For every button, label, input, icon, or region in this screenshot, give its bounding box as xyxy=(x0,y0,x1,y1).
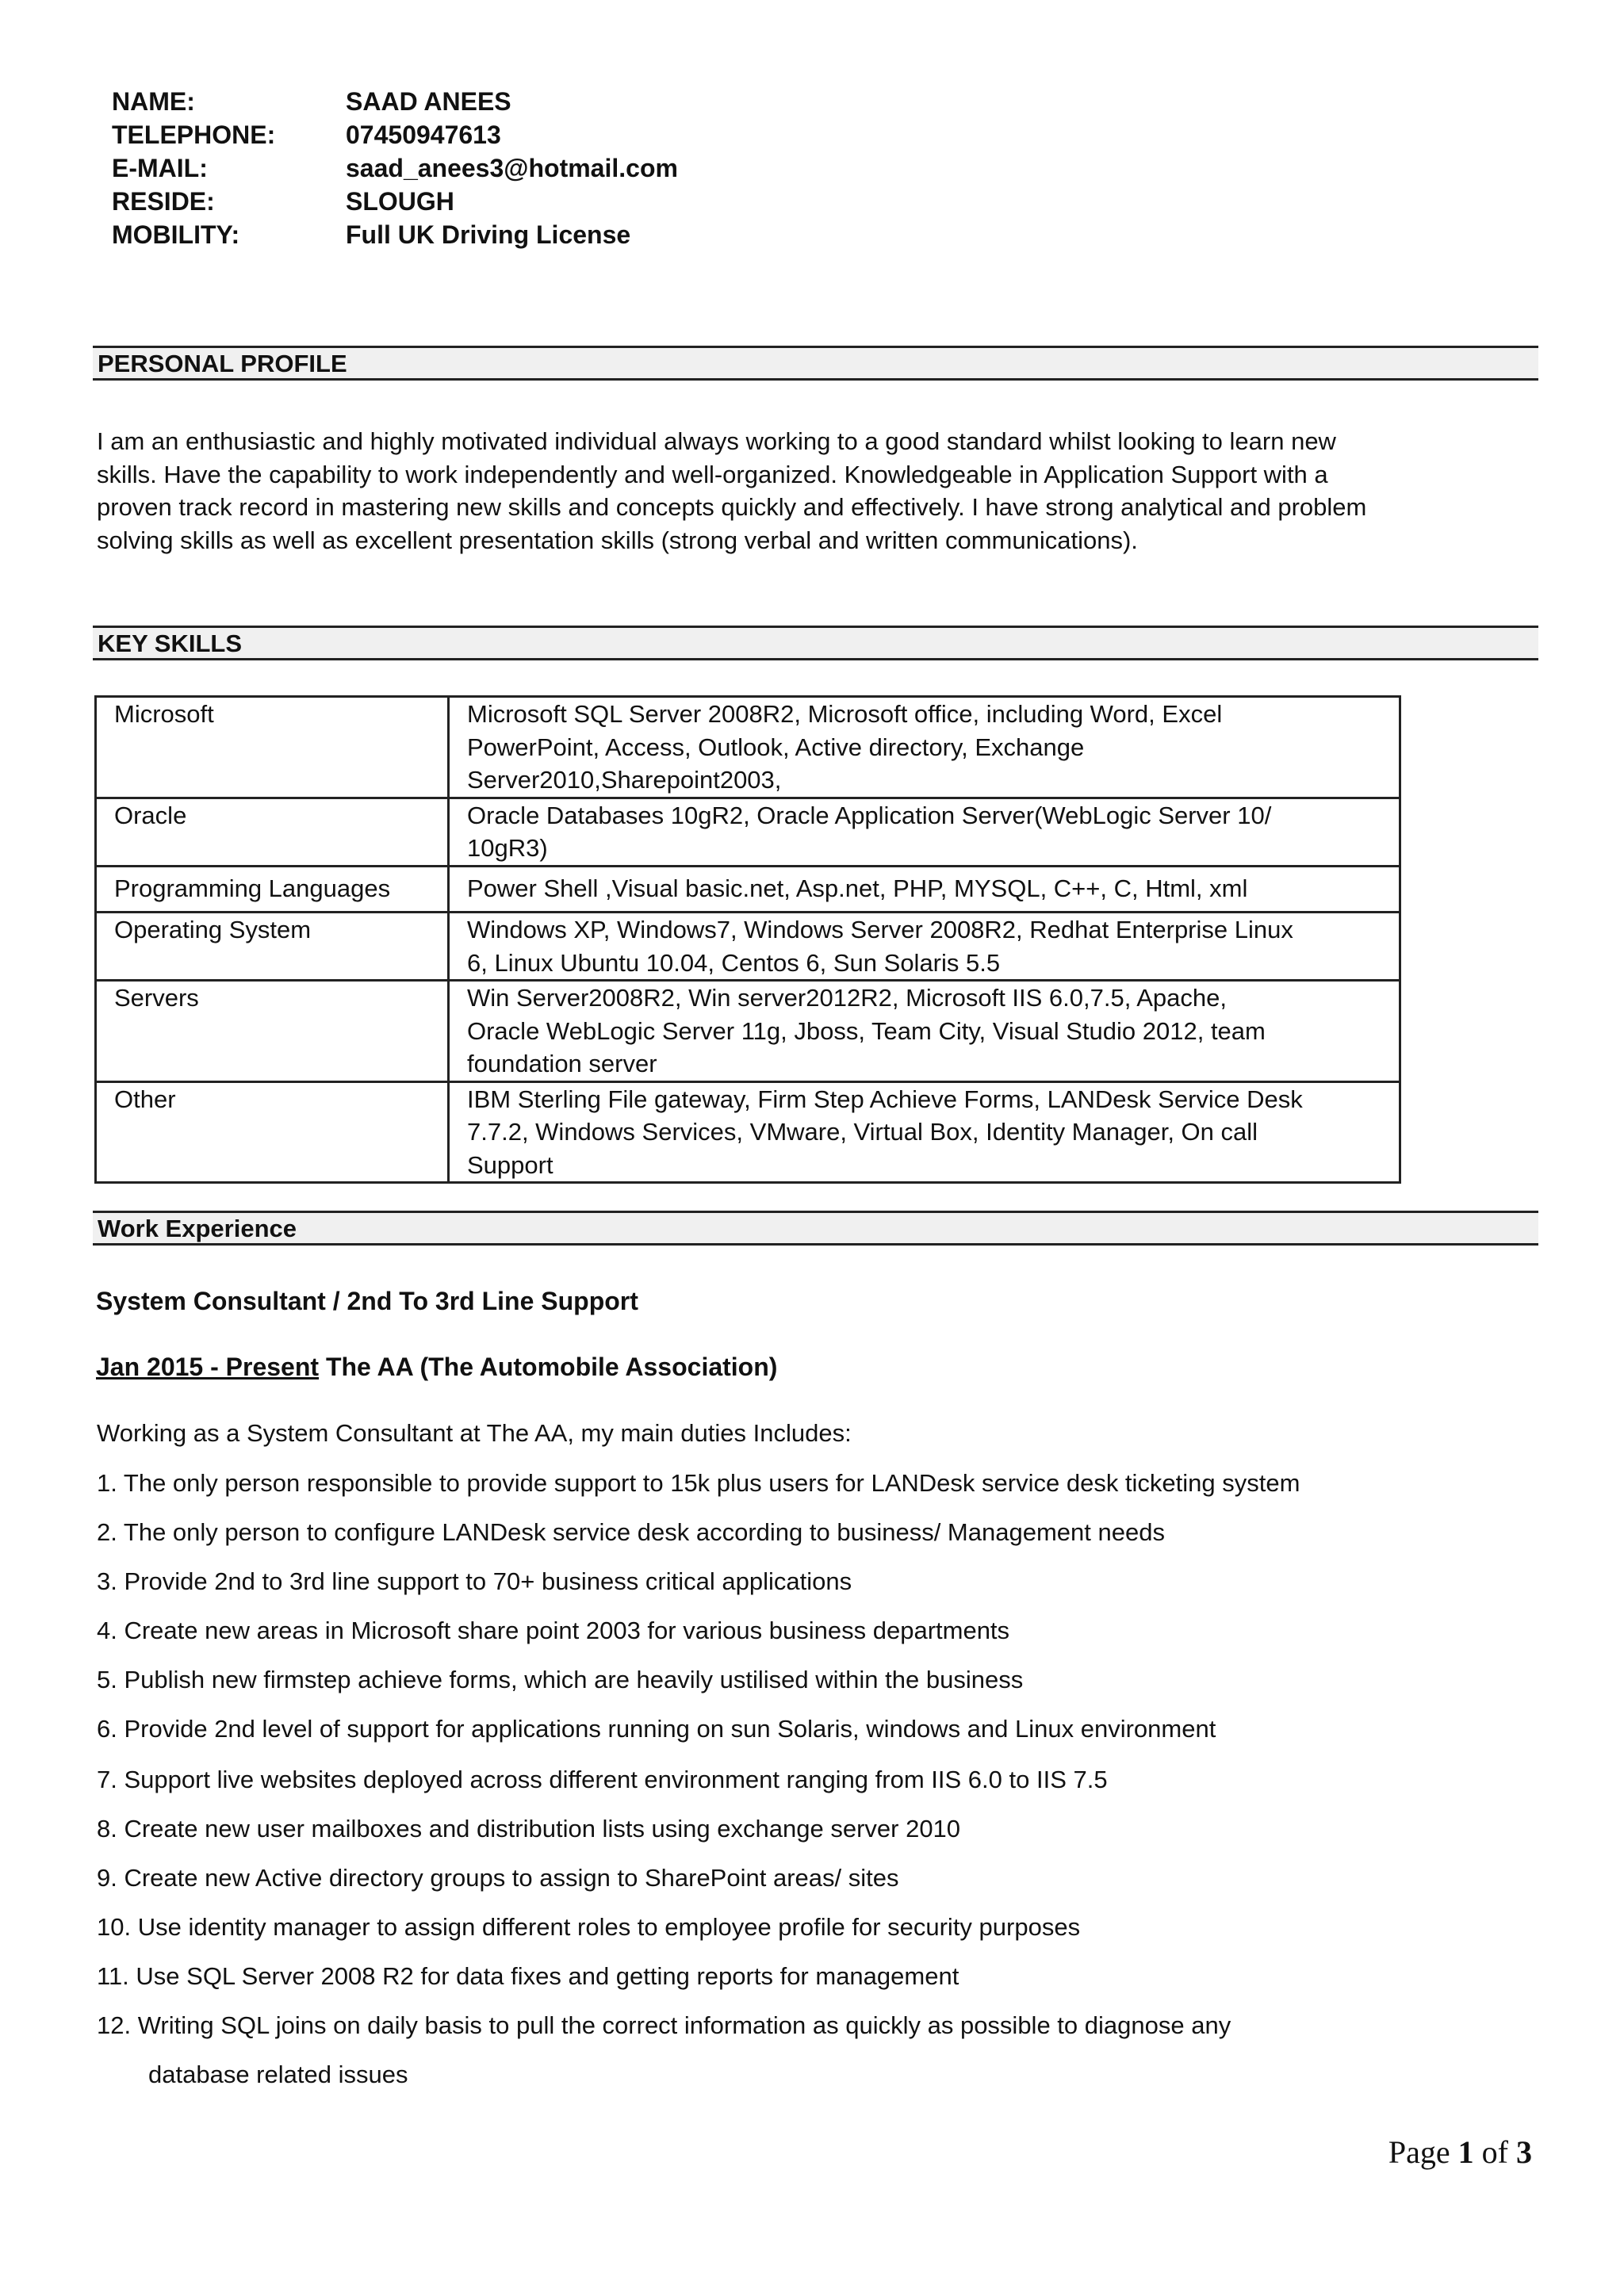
skill-line: Microsoft SQL Server 2008R2, Microsoft office, including Word, Excel xyxy=(467,700,1223,728)
skill-line: Oracle Databases 10gR2, Oracle Application Server(WebLogic Server 10/ xyxy=(467,801,1272,829)
section-title-profile: PERSONAL PROFILE xyxy=(98,350,347,377)
duty-item: 11. Use SQL Server 2008 R2 for data fixes and getting reports for management xyxy=(97,1962,959,1990)
job-date: Jan 2015 - Present xyxy=(96,1353,320,1381)
page-total: 3 xyxy=(1516,2134,1532,2170)
job-date-employer xyxy=(96,1351,777,1383)
skill-category: Other xyxy=(96,1081,449,1183)
duty-item: 3. Provide 2nd to 3rd line support to 70+ business critical applications xyxy=(97,1567,852,1595)
table-row xyxy=(96,798,1400,866)
page-of-word: of xyxy=(1473,2134,1516,2170)
duty-item: 5. Publish new firmstep achieve forms, which are heavily ustilised within the business xyxy=(97,1666,1024,1693)
duty-item: 6. Provide 2nd level of support for applications running on sun Solaris, windows and Linux environment xyxy=(97,1715,1216,1743)
job-intro: Working as a System Consultant at The AA, my main duties Includes: xyxy=(97,1419,852,1447)
skill-line: PowerPoint, Access, Outlook, Active directory, Exchange xyxy=(467,733,1085,761)
skill-details xyxy=(449,1081,1400,1183)
duty-item: 2. The only person to configure LANDesk service desk according to business/ Management needs xyxy=(97,1518,1165,1546)
duty-item-continued: database related issues xyxy=(148,2061,408,2088)
duty-item: 9. Create new Active directory groups to assign to SharePoint areas/ sites xyxy=(97,1864,899,1892)
table-row xyxy=(96,866,1400,913)
skills-table xyxy=(94,695,1401,1184)
job-title: System Consultant / 2nd To 3rd Line Support xyxy=(96,1287,638,1315)
contact-label-mobility: MOBILITY: xyxy=(112,220,240,249)
contact-value-name: SAAD ANEES xyxy=(346,87,511,116)
page-number xyxy=(1388,2134,1532,2171)
job-employer: The AA (The Automobile Association) xyxy=(319,1353,778,1381)
skill-line: Server2010,Sharepoint2003, xyxy=(467,766,782,794)
table-row xyxy=(96,981,1400,1082)
page-word: Page xyxy=(1388,2134,1458,2170)
skill-details xyxy=(449,697,1400,798)
section-header-skills xyxy=(93,626,1538,660)
profile-text xyxy=(97,425,1532,557)
skill-line: 7.7.2, Windows Services, VMware, Virtual Box, Identity Manager, On call xyxy=(467,1118,1258,1146)
duty-item: 1. The only person responsible to provide support to 15k plus users for LANDesk service desk ticketing system xyxy=(97,1469,1300,1497)
contact-value-mobility: Full UK Driving License xyxy=(346,220,631,249)
skill-details xyxy=(449,913,1400,981)
duty-item: 10. Use identity manager to assign different roles to employee profile for security purposes xyxy=(97,1913,1081,1941)
duty-item: 7. Support live websites deployed across different environment ranging from IIS 6.0 to IIS 7.5 xyxy=(97,1766,1108,1793)
skill-line: Windows XP, Windows7, Windows Server 2008R2, Redhat Enterprise Linux xyxy=(467,916,1293,943)
section-header-work xyxy=(93,1211,1538,1246)
skill-line: IBM Sterling File gateway, Firm Step Achieve Forms, LANDesk Service Desk xyxy=(467,1085,1303,1113)
skill-category: Programming Languages xyxy=(96,866,449,913)
skill-category: Operating System xyxy=(96,913,449,981)
skill-details xyxy=(449,866,1400,913)
profile-line: proven track record in mastering new skills and concepts quickly and effectively. I have strong analytical and problem xyxy=(97,493,1367,521)
skill-line: foundation server xyxy=(467,1050,657,1077)
table-row xyxy=(96,913,1400,981)
table-row xyxy=(96,697,1400,798)
contact-label-reside: RESIDE: xyxy=(112,187,215,216)
contact-label-name: NAME: xyxy=(112,87,195,116)
profile-line: skills. Have the capability to work independently and well-organized. Knowledgeable in Application Support with a xyxy=(97,460,1328,488)
section-header-profile xyxy=(93,346,1538,381)
section-title-skills: KEY SKILLS xyxy=(98,629,243,657)
contact-label-email: E-MAIL: xyxy=(112,154,208,182)
skill-category: Servers xyxy=(96,981,449,1082)
contact-label-telephone: TELEPHONE: xyxy=(112,121,276,149)
skill-line: 10gR3) xyxy=(467,834,548,862)
contact-value-telephone: 07450947613 xyxy=(346,121,501,149)
skill-line: Oracle WebLogic Server 11g, Jboss, Team City, Visual Studio 2012, team xyxy=(467,1016,1266,1045)
skill-line: Win Server2008R2, Win server2012R2, Microsoft IIS 6.0,7.5, Apache, xyxy=(467,984,1228,1012)
skill-category: Microsoft xyxy=(96,697,449,798)
contact-value-email: saad_anees3@hotmail.com xyxy=(346,154,678,182)
table-row xyxy=(96,1081,1400,1183)
profile-line: I am an enthusiastic and highly motivated individual always working to a good standard whilst looking to learn new xyxy=(97,427,1336,455)
duty-item: 4. Create new areas in Microsoft share point 2003 for various business departments xyxy=(97,1617,1010,1644)
profile-line: solving skills as well as excellent presentation skills (strong verbal and written communications). xyxy=(97,526,1138,554)
duty-item: 8. Create new user mailboxes and distribution lists using exchange server 2010 xyxy=(97,1815,961,1843)
skill-details xyxy=(449,981,1400,1082)
duty-item: 12. Writing SQL joins on daily basis to pull the correct information as quickly as possible to diagnose any xyxy=(97,2011,1231,2039)
skill-details xyxy=(449,798,1400,866)
contact-value-reside: SLOUGH xyxy=(346,187,454,216)
page-current: 1 xyxy=(1457,2134,1474,2170)
section-title-work: Work Experience xyxy=(98,1215,297,1242)
skill-line: 6, Linux Ubuntu 10.04, Centos 6, Sun Solaris 5.5 xyxy=(467,948,1001,977)
skill-category: Oracle xyxy=(96,798,449,866)
skill-line: Power Shell ,Visual basic.net, Asp.net, PHP, MYSQL, C++, C, Html, xml xyxy=(467,874,1248,902)
skill-line: Support xyxy=(467,1150,553,1179)
